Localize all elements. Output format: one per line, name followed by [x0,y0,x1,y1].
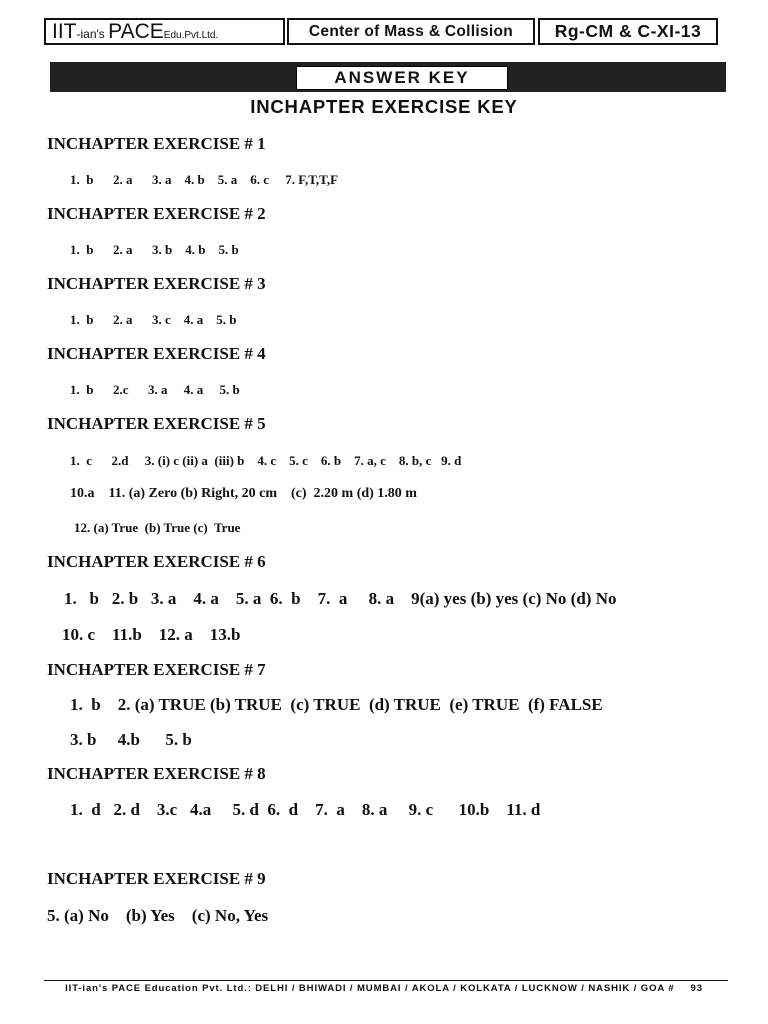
exercise-6-heading: INCHAPTER EXERCISE # 6 [47,552,266,571]
footer-rule [44,980,728,981]
logo-pace: PACE [108,20,164,43]
exercise-3-heading: INCHAPTER EXERCISE # 3 [47,274,266,293]
page-footer [0,983,768,994]
exercise-5-answers-line-1: 1. c 2.d 3. (i) c (ii) a (iii) b 4. c 5. c 6. b 7. a, c 8. b, c 9. d [70,453,462,468]
exercise-8-heading: INCHAPTER EXERCISE # 8 [47,764,266,783]
exercise-5-answers-line-2: 10.a 11. (a) Zero (b) Right, 20 cm (c) 2.20 m (d) 1.80 m [70,486,417,501]
exercise-2-heading: INCHAPTER EXERCISE # 2 [47,204,266,223]
footer-text: IIT-ian's PACE Education Pvt. Ltd.: DELHI / BHIWADI / MUMBAI / AKOLA / KOLKATA / LUCKNOW / NASHIK / GOA # [65,983,675,994]
answer-key-label: ANSWER KEY [296,66,508,90]
exercise-6-answers-line-1: 1. b 2. b 3. a 4. a 5. a 6. b 7. a 8. a 9(a) yes (b) yes (c) No (d) No [64,589,617,608]
code-box: Rg-CM & C-XI-13 [538,18,718,45]
exercise-6-answers-line-2: 10. c 11.b 12. a 13.b [62,625,241,644]
company-logo [52,20,218,47]
exercise-1-answers: 1. b 2. a 3. a 4. b 5. a 6. c 7. F,T,T,F [70,172,339,187]
exercise-9-answers: 5. (a) No (b) Yes (c) No, Yes [47,906,269,925]
exercise-5-heading: INCHAPTER EXERCISE # 5 [47,414,266,433]
exercise-9-heading: INCHAPTER EXERCISE # 9 [47,869,266,888]
logo-main: IIT [52,20,77,43]
logo-suffix: Edu.Pvt.Ltd. [163,30,219,41]
page-number: 93 [690,983,703,994]
logo-box [44,18,285,45]
exercise-4-heading: INCHAPTER EXERCISE # 4 [47,344,266,363]
exercise-4-answers: 1. b 2.c 3. a 4. a 5. b [70,382,240,397]
topic-box: Center of Mass & Collision [287,18,535,45]
exercise-7-answers-line-2: 3. b 4.b 5. b [70,730,192,749]
answer-key-banner [50,62,726,92]
logo-mid: -ian's [76,27,109,41]
exercise-1-heading: INCHAPTER EXERCISE # 1 [47,134,266,153]
exercise-7-answers-line-1: 1. b 2. (a) TRUE (b) TRUE (c) TRUE (d) TRUE (e) TRUE (f) FALSE [70,695,603,714]
exercise-8-answers: 1. d 2. d 3.c 4.a 5. d 6. d 7. a 8. a 9. c 10.b 11. d [70,800,541,819]
exercise-5-answers-line-3: 12. (a) True (b) True (c) True [74,520,241,535]
exercise-3-answers: 1. b 2. a 3. c 4. a 5. b [70,312,237,327]
page-subtitle: INCHAPTER EXERCISE KEY [250,96,518,117]
exercise-2-answers: 1. b 2. a 3. b 4. b 5. b [70,242,239,257]
exercise-7-heading: INCHAPTER EXERCISE # 7 [47,660,266,679]
